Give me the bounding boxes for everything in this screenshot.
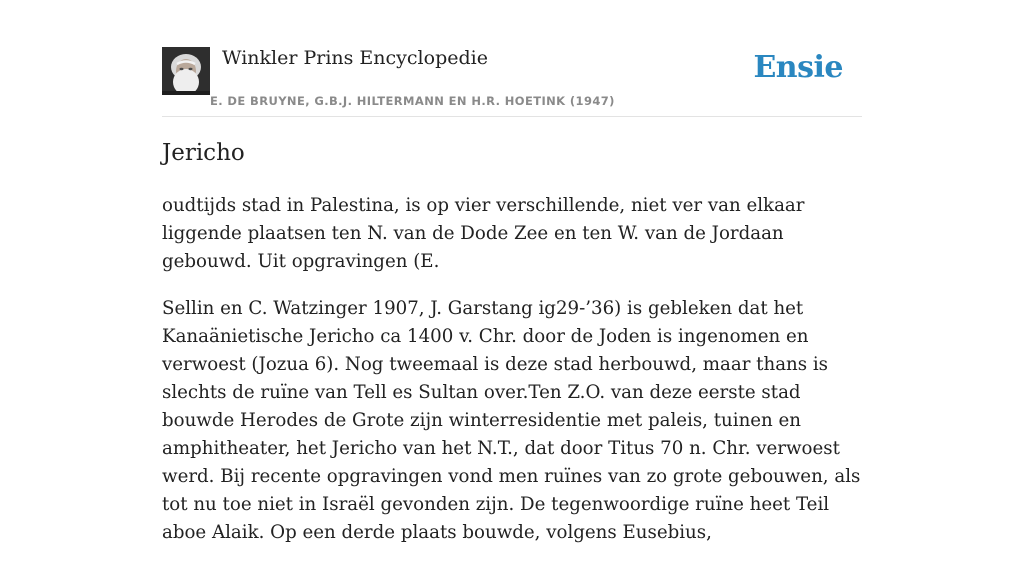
author-portrait — [162, 47, 210, 95]
edition-authors: E. DE BRUYNE, G.B.J. HILTERMANN EN H.R. HOETINK (1947) — [210, 94, 615, 108]
article-paragraph: Sellin en C. Watzinger 1907, J. Garstang ig29-’36) is gebleken dat het Kanaänietische Jericho ca 1400 v. Chr. door de Joden is ingenomen en verwoest (Jozua 6). Nog tweemaal is deze stad herbouwd, maar thans is slechts de ruïne van Tell es Sultan over.Ten Z.O. van deze eerste stad bouwde Herodes de Grote zijn winterresidentie met paleis, tuinen en amphitheater, het Jericho van het N.T., dat door Titus 70 n. Chr. verwoest werd. Bij recente opgravingen vond men ruïnes van zo grote gebouwen, als tot nu toe niet in Israël gevonden zijn. De tegenwoordige ruïne heet Teil aboe Alaik. Op een derde plaats bouwde, volgens Eusebius, — [162, 298, 861, 543]
article-title: Jericho — [162, 140, 245, 166]
portrait-image — [162, 47, 210, 95]
article-body — [162, 192, 862, 566]
site-header — [162, 44, 862, 117]
article-paragraph: oudtijds stad in Palestina, is op vier verschillende, niet ver van elkaar liggende plaatsen ten N. van de Dode Zee en ten W. van de Jordaan gebouwd. Uit opgravingen (E. — [162, 195, 805, 272]
site-name[interactable]: Winkler Prins Encyclopedie — [222, 47, 488, 69]
brand-logo[interactable]: Ensie — [753, 50, 843, 85]
